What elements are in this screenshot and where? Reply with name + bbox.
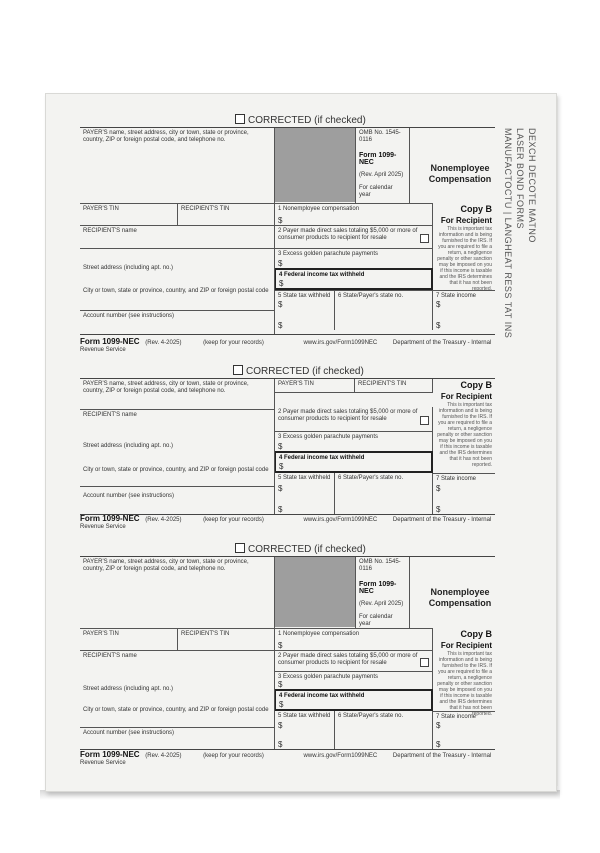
recipient-name-label: RECIPIENT'S name [83,228,137,234]
footer-revision: (Rev. 4-2025) [145,517,182,523]
footer-keep-note: (keep for your records) [203,517,264,523]
box2-field[interactable] [275,407,433,431]
form-1099-nec-3 [80,543,495,766]
box5-label: 5 State tax withheld [278,713,331,719]
box5-dollar-2: $ [278,740,283,749]
payer-name-field[interactable] [80,557,275,628]
for-recipient-label: For Recipient [440,392,492,401]
recipient-tin-label: RECIPIENT'S TIN [181,206,230,212]
box2-checkbox[interactable] [420,416,429,425]
corrected-label: CORRECTED (if checked) [248,544,366,555]
account-number-field[interactable] [80,486,275,514]
box4-field[interactable] [275,268,433,290]
payer-tin-field[interactable] [80,203,178,225]
box2-label: 2 Payer made direct sales totaling $5,000 or more of consumer products to recipient for resale [278,653,418,666]
box3-label: 3 Excess golden parachute payments [278,251,379,257]
recipient-tin-field[interactable] [355,379,433,393]
payer-tin-label: PAYER'S TIN [83,206,119,212]
corrected-checkbox[interactable] [235,114,245,124]
instructions-text: This is important tax information and is being furnished to the IRS. If you are required to file a return, a negligence penalty or other sanction may be imposed on you if this income is taxable and the IRS determines that it has not been reported. [437,651,492,717]
street-label: Street address (including apt. no.) [83,443,174,449]
form-footer [80,751,495,767]
form-1099-nec-2 [80,365,495,530]
payer-tin-label: PAYER'S TIN [83,631,119,637]
city-field[interactable] [80,276,275,310]
box6-field[interactable] [335,711,433,749]
box1-dollar: $ [278,216,283,225]
box7-dollar-2: $ [436,740,441,749]
box2-field[interactable] [275,225,433,248]
recipient-tin-label: RECIPIENT'S TIN [181,631,230,637]
payer-name-label: PAYER'S name, street address, city or town, state or province, country, ZIP or foreign postal code, and telephone no. [83,381,249,394]
box7-dollar-1: $ [436,300,441,309]
footer-revision: (Rev. 4-2025) [145,340,182,346]
footer-form-number: Form 1099-NEC [80,514,140,523]
box1-field[interactable] [275,203,433,225]
box7-dollar-1: $ [436,484,441,493]
form-grid [80,378,495,515]
box4-dollar: $ [279,462,284,471]
city-label: City or town, state or province, country, and ZIP or foreign postal code [83,467,269,473]
form-footer [80,338,495,354]
form-number: Form 1099-NEC [359,152,397,166]
instructions-text: This is important tax information and is being furnished to the IRS. If you are required to file a return, a negligence penalty or other sanction may be imposed on you if this income is taxable and the IRS determines that it has not been reported. [437,226,492,292]
account-label: Account number (see instructions) [83,493,175,499]
form-1099-nec-1 [80,114,495,354]
box6-label: 6 State/Payer's state no. [338,713,404,719]
shaded-area [275,557,355,627]
corrected-checkbox[interactable] [235,543,245,553]
payer-name-field[interactable] [80,128,275,203]
copy-block [433,380,495,470]
box4-field[interactable] [275,689,433,711]
omb-block [355,557,410,628]
box5-dollar-1: $ [278,721,283,730]
box7-label: 7 State income [436,476,477,482]
account-label: Account number (see instructions) [83,730,175,736]
recipient-name-field[interactable] [80,409,275,431]
box1-field[interactable] [275,628,433,650]
box7-field[interactable] [433,290,495,330]
corrected-checkbox-row[interactable] [235,114,366,124]
street-label: Street address (including apt. no.) [83,686,174,692]
payer-tin-label: PAYER'S TIN [278,381,314,387]
box2-label: 2 Payer made direct sales totaling $5,000 or more of consumer products to recipient for resale [278,228,418,241]
footer-form-number: Form 1099-NEC [80,750,140,759]
box1-label: 1 Nonemployee compensation [278,631,360,637]
instructions-text: This is important tax information and is being furnished to the IRS. If you are required to file a return, a negligence penalty or other sanction may be imposed on you if this income is taxable and the IRS determines that it has not been reported. [437,402,492,468]
form-title: Nonemployee Compensation [428,587,492,608]
box6-field[interactable] [335,473,433,514]
form-grid [80,127,495,335]
box6-field[interactable] [335,290,433,330]
street-address-field[interactable] [80,248,275,276]
recipient-name-label: RECIPIENT'S name [83,653,137,659]
box7-dollar-1: $ [436,721,441,730]
recipient-tin-field[interactable] [178,628,275,650]
box6-label: 6 State/Payer's state no. [338,475,404,481]
corrected-checkbox[interactable] [233,365,243,375]
omb-number: OMB No. 1545-0116 [359,130,401,143]
box4-dollar: $ [279,700,284,709]
box4-field[interactable] [275,451,433,473]
street-address-field[interactable] [80,431,275,456]
footer-form-number: Form 1099-NEC [80,337,140,346]
form-title: Nonemployee Compensation [428,163,492,184]
box6-label: 6 State/Payer's state no. [338,293,404,299]
footer-url: www.irs.gov/Form1099NEC [303,517,378,523]
account-label: Account number (see instructions) [83,313,175,319]
footer-keep-note: (keep for your records) [203,340,264,346]
box3-field[interactable] [275,671,433,689]
payer-tin-field[interactable] [80,628,178,650]
box4-label: 4 Federal income tax withheld [279,693,365,699]
box2-label: 2 Payer made direct sales totaling $5,000 or more of consumer products to recipient for resale [278,409,418,422]
box5-dollar-1: $ [278,300,283,309]
omb-block [355,128,410,203]
side-label-line-1: DEXCH DECOTE MATNO [527,128,537,243]
box3-dollar: $ [278,680,283,689]
box5-field[interactable] [275,473,335,514]
form-number: Form 1099-NEC [359,581,397,595]
street-address-field[interactable] [80,671,275,697]
box5-label: 5 State tax withheld [278,475,331,481]
box7-label: 7 State income [436,714,477,720]
city-label: City or town, state or province, country, and ZIP or foreign postal code [83,288,269,294]
for-recipient-label: For Recipient [440,216,492,225]
corrected-checkbox-row[interactable] [235,543,366,553]
box3-dollar: $ [278,442,283,451]
box3-field[interactable] [275,248,433,268]
recipient-name-field[interactable] [80,650,275,671]
form-footer [80,515,495,531]
footer-department: Department of the Treasury - Internal Revenue Service [80,753,492,766]
box5-label: 5 State tax withheld [278,293,331,299]
copy-block [433,204,495,294]
recipient-name-field[interactable] [80,225,275,248]
box4-label: 4 Federal income tax withheld [279,272,365,278]
box2-checkbox[interactable] [420,658,429,667]
payer-name-label: PAYER'S name, street address, city or town, state or province, country, ZIP or foreign postal code, and telephone no. [83,130,249,143]
account-number-field[interactable] [80,727,275,749]
payer-name-label: PAYER'S name, street address, city or town, state or province, country, ZIP or foreign postal code, and telephone no. [83,559,249,572]
box3-label: 3 Excess golden parachute payments [278,434,379,440]
side-label-line-2: LASER BOND FORMS [515,128,525,230]
form-grid [80,556,495,750]
box3-field[interactable] [275,431,433,451]
box2-field[interactable] [275,650,433,671]
omb-number: OMB No. 1545-0116 [359,559,401,572]
box7-dollar-2: $ [436,505,441,514]
box3-dollar: $ [278,259,283,268]
box1-dollar: $ [278,641,283,650]
payer-tin-field[interactable] [275,379,355,393]
box7-field[interactable] [433,711,495,749]
recipient-tin-label: RECIPIENT'S TIN [358,381,407,387]
box5-field[interactable] [275,290,335,330]
footer-department: Department of the Treasury - Internal Revenue Service [80,517,492,530]
box7-label: 7 State income [436,293,477,299]
box4-label: 4 Federal income tax withheld [279,455,365,461]
box5-dollar-2: $ [278,505,283,514]
footer-revision: (Rev. 4-2025) [145,753,182,759]
copy-label: Copy B [460,629,492,639]
box3-label: 3 Excess golden parachute payments [278,674,379,680]
city-field[interactable] [80,697,275,727]
box5-dollar-1: $ [278,484,283,493]
box1-label: 1 Nonemployee compensation [278,206,360,212]
footer-keep-note: (keep for your records) [203,753,264,759]
side-label-line-3: MANUFACTOCTU | LANGHEAT RESS TAT INS [503,128,513,339]
street-label: Street address (including apt. no.) [83,265,174,271]
corrected-label: CORRECTED (if checked) [248,115,366,126]
footer-department: Department of the Treasury - Internal Revenue Service [80,340,492,353]
corrected-label: CORRECTED (if checked) [246,366,364,377]
revision-date: (Rev. April 2025) [359,172,404,178]
calendar-year-label: For calendar year [359,185,393,198]
city-label: City or town, state or province, country, and ZIP or foreign postal code [83,707,269,713]
revision-date: (Rev. April 2025) [359,601,404,607]
payer-name-field[interactable] [80,379,275,409]
box4-dollar: $ [279,279,284,288]
for-recipient-label: For Recipient [440,641,492,650]
shaded-area [275,128,355,202]
copy-label: Copy B [460,204,492,214]
recipient-tin-field[interactable] [178,203,275,225]
city-field[interactable] [80,456,275,486]
account-number-field[interactable] [80,310,275,334]
box7-field[interactable] [433,473,495,514]
footer-url: www.irs.gov/Form1099NEC [303,340,378,346]
box5-field[interactable] [275,711,335,749]
copy-block [433,629,495,719]
calendar-year-label: For calendar year [359,614,393,627]
box2-checkbox[interactable] [420,234,429,243]
side-label [503,128,538,428]
recipient-name-label: RECIPIENT'S name [83,412,137,418]
copy-label: Copy B [460,380,492,390]
corrected-checkbox-row[interactable] [233,365,364,375]
box5-dollar-2: $ [278,321,283,330]
box7-dollar-2: $ [436,321,441,330]
footer-url: www.irs.gov/Form1099NEC [303,753,378,759]
